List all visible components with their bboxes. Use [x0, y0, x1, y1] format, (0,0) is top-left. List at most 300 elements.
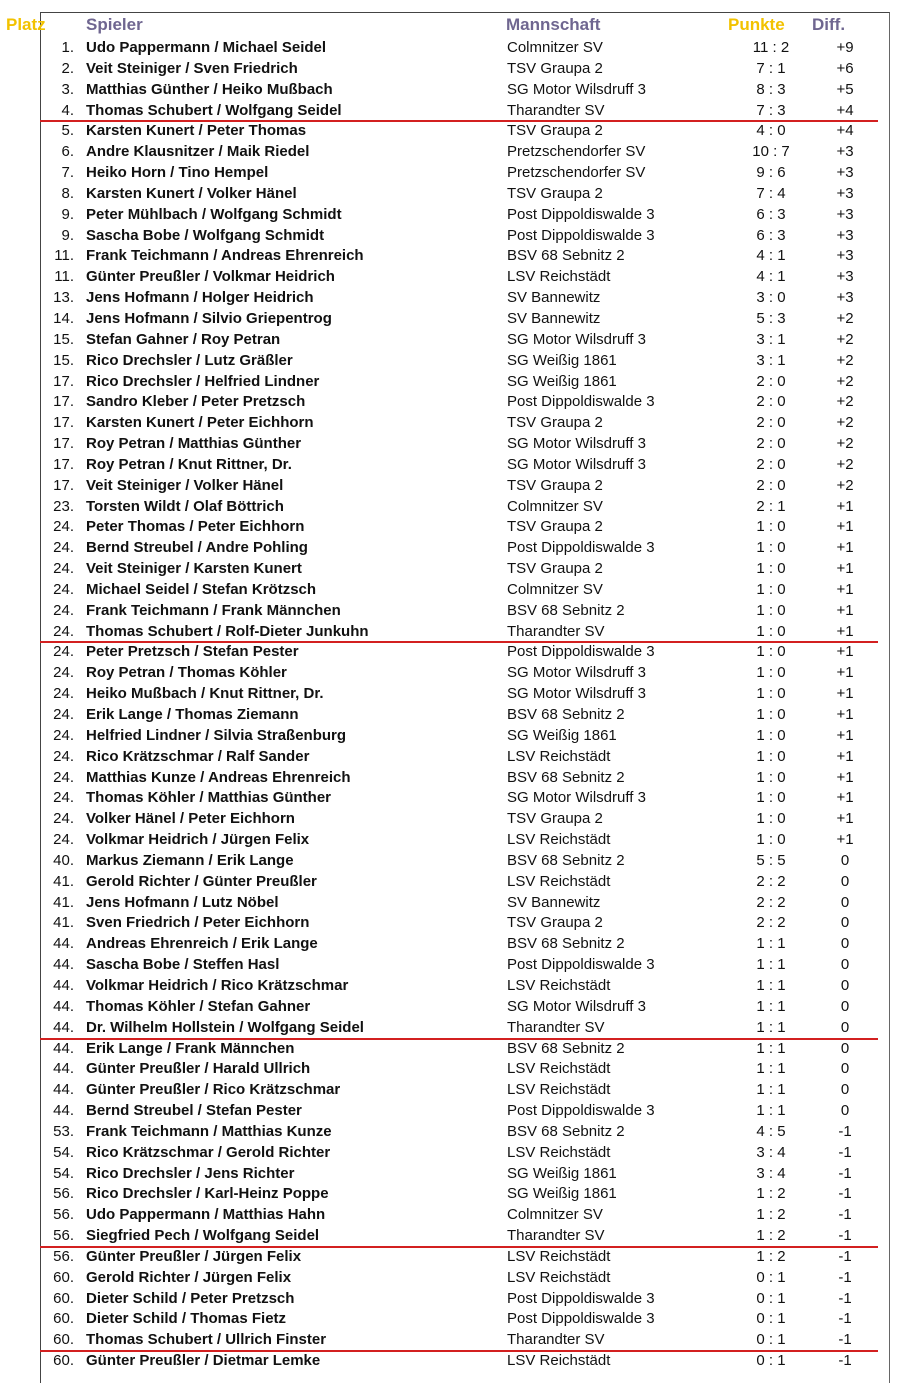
score-cell: 3 : 4 [756, 1143, 786, 1161]
player-cell: Sven Friedrich / Peter Eichhorn [86, 914, 310, 932]
score-cell: 1 : 0 [756, 810, 786, 828]
table-row [0, 1268, 900, 1289]
team-cell: SG Motor Wilsdruff 3 [507, 685, 646, 703]
team-cell: Pretzschendorfer SV [507, 164, 646, 182]
player-cell: Peter Thomas / Peter Eichhorn [86, 518, 305, 536]
diff-cell: +3 [836, 247, 854, 265]
player-cell: Markus Ziemann / Erik Lange [86, 851, 294, 869]
diff-cell: +1 [836, 747, 854, 765]
player-cell: Thomas Schubert / Rolf-Dieter Junkuhn [86, 622, 369, 640]
table-row [0, 1289, 900, 1310]
rank-cell: 17. [53, 455, 74, 473]
table-row [0, 267, 900, 288]
rank-cell: 14. [53, 309, 74, 327]
player-cell: Torsten Wildt / Olaf Böttrich [86, 497, 284, 515]
rank-cell: 9. [61, 226, 74, 244]
score-cell: 4 : 0 [756, 122, 786, 140]
player-cell: Rico Krätzschmar / Gerold Richter [86, 1143, 331, 1161]
header-mannschaft: Mannschaft [506, 15, 601, 34]
rank-cell: 17. [53, 372, 74, 390]
team-cell: TSV Graupa 2 [507, 810, 603, 828]
team-cell: BSV 68 Sebnitz 2 [507, 1122, 625, 1140]
score-cell: 1 : 0 [756, 706, 786, 723]
score-cell: 1 : 2 [756, 1227, 786, 1245]
diff-cell: +2 [836, 455, 854, 473]
diff-cell: +2 [836, 309, 854, 327]
score-cell: 0 : 1 [756, 1268, 786, 1286]
score-cell: 1 : 1 [756, 1081, 786, 1099]
score-cell: 7 : 3 [756, 101, 786, 119]
score-cell: 1 : 0 [756, 580, 786, 598]
diff-cell: +1 [836, 497, 854, 515]
score-cell: 4 : 1 [756, 268, 786, 286]
diff-cell: +1 [836, 768, 854, 786]
diff-cell: +3 [836, 164, 854, 182]
rank-cell: 1. [61, 39, 74, 56]
player-cell: Rico Drechsler / Karl-Heinz Poppe [86, 1185, 329, 1203]
player-cell: Karsten Kunert / Peter Eichhorn [86, 414, 314, 432]
table-row [0, 934, 900, 955]
team-cell: Post Dippoldiswalde 3 [507, 226, 655, 244]
rank-cell: 9. [61, 205, 74, 223]
player-cell: Karsten Kunert / Peter Thomas [86, 122, 307, 140]
rank-cell: 24. [53, 810, 74, 828]
table-row [0, 288, 900, 309]
score-cell: 3 : 1 [756, 330, 786, 348]
team-cell: TSV Graupa 2 [507, 184, 603, 202]
player-cell: Roy Petran / Matthias Günther [86, 435, 302, 453]
table-row [0, 497, 900, 518]
rank-cell: 41. [53, 914, 74, 932]
player-cell: Peter Pretzsch / Stefan Pester [86, 643, 299, 661]
score-cell: 2 : 0 [756, 435, 786, 453]
rank-cell: 44. [53, 1039, 74, 1057]
diff-cell: +6 [836, 59, 854, 77]
score-cell: 2 : 2 [756, 914, 786, 932]
rank-cell: 15. [53, 351, 74, 369]
team-cell: SV Bannewitz [507, 893, 601, 911]
team-cell: LSV Reichstädt [507, 1081, 611, 1099]
diff-cell: 0 [840, 976, 850, 994]
table-row [0, 372, 900, 393]
table-row [0, 476, 900, 497]
score-cell: 1 : 1 [756, 976, 786, 994]
score-cell: 1 : 2 [756, 1206, 786, 1224]
rank-cell: 24. [53, 622, 74, 640]
table-row [0, 413, 900, 434]
rank-cell: 24. [53, 789, 74, 807]
score-cell: 1 : 0 [756, 601, 786, 619]
table-row [0, 1080, 900, 1101]
score-cell: 2 : 0 [756, 455, 786, 473]
table-row [0, 351, 900, 372]
diff-cell: -1 [838, 1289, 852, 1307]
table-row [0, 1226, 900, 1247]
player-cell: Dr. Wilhelm Hollstein / Wolfgang Seidel [86, 1018, 364, 1036]
player-cell: Gerold Richter / Günter Preußler [86, 872, 317, 890]
rank-cell: 7. [61, 164, 74, 182]
player-cell: Rico Drechsler / Lutz Gräßler [86, 351, 293, 369]
diff-cell: -1 [838, 1122, 852, 1140]
team-cell: Post Dippoldiswalde 3 [507, 539, 655, 557]
player-cell: Sandro Kleber / Peter Pretzsch [86, 393, 306, 411]
score-cell: 1 : 0 [756, 539, 786, 557]
team-cell: SV Bannewitz [507, 289, 601, 307]
team-cell: TSV Graupa 2 [507, 476, 603, 494]
score-cell: 9 : 6 [756, 164, 786, 182]
player-cell: Dieter Schild / Peter Pretzsch [86, 1289, 295, 1307]
table-row [0, 851, 900, 872]
team-cell: SG Weißig 1861 [507, 372, 617, 390]
table-row [0, 768, 900, 789]
table-row [0, 142, 900, 163]
player-cell: Peter Mühlbach / Wolfgang Schmidt [86, 205, 342, 223]
score-cell: 1 : 0 [756, 560, 786, 578]
rank-cell: 40. [53, 851, 74, 869]
team-cell: BSV 68 Sebnitz 2 [507, 851, 625, 869]
table-row [0, 809, 900, 830]
diff-cell: +1 [836, 664, 854, 682]
rank-cell: 56. [53, 1247, 74, 1265]
player-cell: Volkmar Heidrich / Rico Krätzschmar [86, 976, 349, 994]
player-cell: Volker Hänel / Peter Eichhorn [86, 810, 295, 828]
team-cell: SG Weißig 1861 [507, 1164, 617, 1182]
rank-cell: 17. [53, 414, 74, 432]
rank-cell: 24. [53, 518, 74, 536]
rank-cell: 24. [53, 560, 74, 578]
diff-cell: -1 [838, 1352, 852, 1370]
player-cell: Udo Pappermann / Matthias Hahn [86, 1206, 326, 1224]
player-cell: Karsten Kunert / Volker Hänel [86, 184, 297, 202]
table-row [0, 663, 900, 684]
rank-cell: 17. [53, 435, 74, 453]
table-row [0, 392, 900, 413]
player-cell: Heiko Mußbach / Knut Rittner, Dr. [86, 685, 324, 703]
diff-cell: 0 [840, 1081, 850, 1099]
table-row [0, 205, 900, 226]
rank-cell: 44. [53, 1102, 74, 1120]
score-cell: 8 : 3 [756, 80, 786, 98]
diff-cell: 0 [840, 1102, 850, 1120]
team-cell: BSV 68 Sebnitz 2 [507, 1039, 625, 1057]
table-row [0, 684, 900, 705]
rank-cell: 11. [54, 268, 74, 286]
diff-cell: +3 [836, 289, 854, 307]
table-row [0, 80, 900, 101]
table-row [0, 1247, 900, 1268]
score-cell: 2 : 2 [756, 872, 786, 890]
score-cell: 5 : 5 [756, 851, 786, 869]
diff-cell: -1 [838, 1227, 852, 1245]
team-cell: SG Motor Wilsdruff 3 [507, 455, 646, 473]
score-cell: 11 : 2 [752, 39, 790, 56]
rank-cell: 60. [53, 1331, 74, 1349]
team-cell: LSV Reichstädt [507, 976, 611, 994]
diff-cell: 0 [840, 851, 850, 869]
rank-cell: 2. [61, 59, 74, 77]
diff-cell: -1 [838, 1268, 852, 1286]
score-cell: 10 : 7 [752, 143, 790, 161]
player-cell: Frank Teichmann / Andreas Ehrenreich [86, 247, 364, 265]
player-cell: Gerold Richter / Jürgen Felix [86, 1268, 292, 1286]
rank-cell: 3. [61, 80, 74, 98]
diff-cell: +2 [836, 476, 854, 494]
diff-cell: -1 [838, 1331, 852, 1349]
score-cell: 1 : 1 [756, 1102, 786, 1120]
rank-cell: 56. [53, 1206, 74, 1224]
rank-cell: 8. [61, 184, 74, 202]
team-cell: TSV Graupa 2 [507, 122, 603, 140]
score-cell: 0 : 1 [756, 1289, 786, 1307]
player-cell: Veit Steiniger / Volker Hänel [86, 476, 284, 494]
player-cell: Udo Pappermann / Michael Seidel [86, 39, 327, 56]
player-cell: Heiko Horn / Tino Hempel [86, 164, 269, 182]
player-cell: Andre Klausnitzer / Maik Riedel [86, 143, 310, 161]
table-row [0, 1039, 900, 1060]
team-cell: TSV Graupa 2 [507, 914, 603, 932]
table-row [0, 1122, 900, 1143]
team-cell: Colmnitzer SV [507, 580, 603, 598]
player-cell: Matthias Kunze / Andreas Ehrenreich [86, 768, 351, 786]
diff-cell: +1 [836, 810, 854, 828]
diff-cell: +3 [836, 184, 854, 202]
team-cell: BSV 68 Sebnitz 2 [507, 706, 625, 723]
rank-cell: 5. [61, 122, 74, 140]
team-cell: TSV Graupa 2 [507, 59, 603, 77]
table-row [0, 226, 900, 247]
team-cell: Tharandter SV [507, 101, 605, 119]
score-cell: 1 : 2 [756, 1247, 786, 1265]
diff-cell: 0 [840, 893, 850, 911]
team-cell: LSV Reichstädt [507, 747, 611, 765]
rank-cell: 13. [53, 289, 74, 307]
table-row [0, 726, 900, 747]
team-cell: LSV Reichstädt [507, 1352, 611, 1370]
diff-cell: +1 [836, 539, 854, 557]
team-cell: SG Motor Wilsdruff 3 [507, 80, 646, 98]
rank-cell: 44. [53, 976, 74, 994]
table-row [0, 747, 900, 768]
score-cell: 1 : 0 [756, 768, 786, 786]
team-cell: Colmnitzer SV [507, 39, 603, 56]
team-cell: Post Dippoldiswalde 3 [507, 1310, 655, 1328]
table-row [0, 705, 900, 726]
diff-cell: +1 [836, 622, 854, 640]
diff-cell: -1 [838, 1185, 852, 1203]
player-cell: Roy Petran / Knut Rittner, Dr. [86, 455, 292, 473]
team-cell: BSV 68 Sebnitz 2 [507, 601, 625, 619]
score-cell: 3 : 1 [756, 351, 786, 369]
rank-cell: 56. [53, 1185, 74, 1203]
table-row [0, 559, 900, 580]
diff-cell: +3 [836, 226, 854, 244]
diff-cell: 0 [840, 1060, 850, 1078]
player-cell: Thomas Schubert / Ullrich Finster [86, 1331, 327, 1349]
table-row [0, 330, 900, 351]
player-cell: Günter Preußler / Harald Ullrich [86, 1060, 311, 1078]
score-cell: 1 : 1 [756, 1018, 786, 1036]
rank-cell: 60. [53, 1310, 74, 1328]
table-row [0, 163, 900, 184]
player-cell: Rico Krätzschmar / Ralf Sander [86, 747, 310, 765]
table-row [0, 1101, 900, 1122]
rank-cell: 44. [53, 1081, 74, 1099]
table-row [0, 517, 900, 538]
player-cell: Bernd Streubel / Stefan Pester [86, 1102, 302, 1120]
table-row [0, 434, 900, 455]
score-cell: 1 : 2 [756, 1185, 786, 1203]
rank-cell: 11. [54, 247, 74, 265]
score-cell: 7 : 4 [756, 184, 786, 202]
team-cell: Pretzschendorfer SV [507, 143, 646, 161]
diff-cell: 0 [840, 997, 850, 1015]
diff-cell: +2 [836, 372, 854, 390]
rank-cell: 6. [61, 143, 74, 161]
diff-cell: +1 [836, 789, 854, 807]
team-cell: LSV Reichstädt [507, 268, 611, 286]
team-cell: Post Dippoldiswalde 3 [507, 643, 655, 661]
player-cell: Frank Teichmann / Frank Männchen [86, 601, 341, 619]
table-row [0, 788, 900, 809]
team-cell: BSV 68 Sebnitz 2 [507, 247, 625, 265]
score-cell: 3 : 0 [756, 289, 786, 307]
team-cell: Tharandter SV [507, 1331, 605, 1349]
player-cell: Sascha Bobe / Wolfgang Schmidt [86, 226, 325, 244]
rank-cell: 24. [53, 706, 74, 723]
team-cell: BSV 68 Sebnitz 2 [507, 768, 625, 786]
player-cell: Frank Teichmann / Matthias Kunze [86, 1122, 332, 1140]
player-cell: Matthias Günther / Heiko Mußbach [86, 80, 333, 98]
player-cell: Rico Drechsler / Jens Richter [86, 1164, 295, 1182]
diff-cell: +3 [836, 143, 854, 161]
table-row [0, 913, 900, 934]
score-cell: 2 : 0 [756, 414, 786, 432]
diff-cell: +1 [836, 643, 854, 661]
ranking-table [0, 38, 900, 1372]
team-cell: LSV Reichstädt [507, 872, 611, 890]
table-row [0, 642, 900, 663]
player-cell: Veit Steiniger / Karsten Kunert [86, 560, 302, 578]
rank-cell: 44. [53, 1018, 74, 1036]
header-punkte: Punkte [728, 15, 785, 34]
team-cell: TSV Graupa 2 [507, 560, 603, 578]
rank-cell: 23. [53, 497, 74, 515]
table-row [0, 246, 900, 267]
team-cell: Post Dippoldiswalde 3 [507, 393, 655, 411]
player-cell: Thomas Schubert / Wolfgang Seidel [86, 101, 342, 119]
score-cell: 2 : 0 [756, 372, 786, 390]
diff-cell: +1 [836, 831, 854, 849]
table-row [0, 601, 900, 622]
diff-cell: +1 [836, 560, 854, 578]
score-cell: 1 : 1 [756, 997, 786, 1015]
team-cell: Colmnitzer SV [507, 1206, 603, 1224]
table-row [0, 872, 900, 893]
team-cell: Post Dippoldiswalde 3 [507, 1289, 655, 1307]
rank-cell: 24. [53, 747, 74, 765]
score-cell: 0 : 1 [756, 1310, 786, 1328]
rank-cell: 41. [53, 872, 74, 890]
score-cell: 1 : 0 [756, 622, 786, 640]
team-cell: SG Motor Wilsdruff 3 [507, 997, 646, 1015]
table-row [0, 1205, 900, 1226]
player-cell: Andreas Ehrenreich / Erik Lange [86, 935, 318, 953]
rank-cell: 44. [53, 1060, 74, 1078]
rank-cell: 60. [53, 1268, 74, 1286]
rank-cell: 44. [53, 935, 74, 953]
player-cell: Günter Preußler / Rico Krätzschmar [86, 1081, 341, 1099]
table-row [0, 893, 900, 914]
rank-cell: 56. [53, 1227, 74, 1245]
table-row [0, 997, 900, 1018]
rank-cell: 17. [53, 393, 74, 411]
rank-cell: 4. [61, 101, 74, 119]
team-cell: SG Motor Wilsdruff 3 [507, 435, 646, 453]
table-row [0, 1143, 900, 1164]
player-cell: Günter Preußler / Jürgen Felix [86, 1247, 302, 1265]
table-row [0, 830, 900, 851]
diff-cell: +2 [836, 414, 854, 432]
table-row [0, 622, 900, 643]
rank-cell: 15. [53, 330, 74, 348]
score-cell: 1 : 0 [756, 789, 786, 807]
rank-cell: 44. [53, 997, 74, 1015]
score-cell: 1 : 0 [756, 747, 786, 765]
team-cell: LSV Reichstädt [507, 831, 611, 849]
table-row [0, 309, 900, 330]
header-spieler: Spieler [86, 15, 143, 34]
rank-cell: 44. [53, 956, 74, 974]
team-cell: SG Weißig 1861 [507, 726, 617, 744]
team-cell: SG Motor Wilsdruff 3 [507, 789, 646, 807]
table-row [0, 1330, 900, 1351]
table-row [0, 976, 900, 997]
score-cell: 5 : 3 [756, 309, 786, 327]
diff-cell: +4 [836, 101, 854, 119]
score-cell: 1 : 0 [756, 831, 786, 849]
rank-cell: 60. [53, 1289, 74, 1307]
player-cell: Erik Lange / Thomas Ziemann [86, 706, 299, 723]
score-cell: 0 : 1 [756, 1352, 786, 1370]
team-cell: Tharandter SV [507, 1227, 605, 1245]
team-cell: TSV Graupa 2 [507, 518, 603, 536]
score-cell: 2 : 0 [756, 393, 786, 411]
player-cell: Günter Preußler / Volkmar Heidrich [86, 268, 335, 286]
team-cell: SV Bannewitz [507, 309, 601, 327]
diff-cell: +2 [836, 435, 854, 453]
header-platz: Platz [6, 15, 46, 34]
header-diff: Diff. [812, 15, 846, 34]
team-cell: BSV 68 Sebnitz 2 [507, 935, 625, 953]
score-cell: 6 : 3 [756, 205, 786, 223]
table-row [0, 1309, 900, 1330]
rank-cell: 53. [53, 1122, 74, 1140]
score-cell: 6 : 3 [756, 226, 786, 244]
score-cell: 4 : 5 [756, 1122, 786, 1140]
team-cell: LSV Reichstädt [507, 1268, 611, 1286]
player-cell: Helfried Lindner / Silvia Straßenburg [86, 726, 347, 744]
player-cell: Volkmar Heidrich / Jürgen Felix [86, 831, 310, 849]
rank-cell: 17. [53, 476, 74, 494]
team-cell: SG Motor Wilsdruff 3 [507, 330, 646, 348]
team-cell: SG Weißig 1861 [507, 351, 617, 369]
score-cell: 0 : 1 [756, 1331, 786, 1349]
rank-cell: 54. [53, 1143, 74, 1161]
player-cell: Dieter Schild / Thomas Fietz [86, 1310, 287, 1328]
score-cell: 3 : 4 [756, 1164, 786, 1182]
team-cell: Post Dippoldiswalde 3 [507, 1102, 655, 1120]
score-cell: 1 : 0 [756, 726, 786, 744]
